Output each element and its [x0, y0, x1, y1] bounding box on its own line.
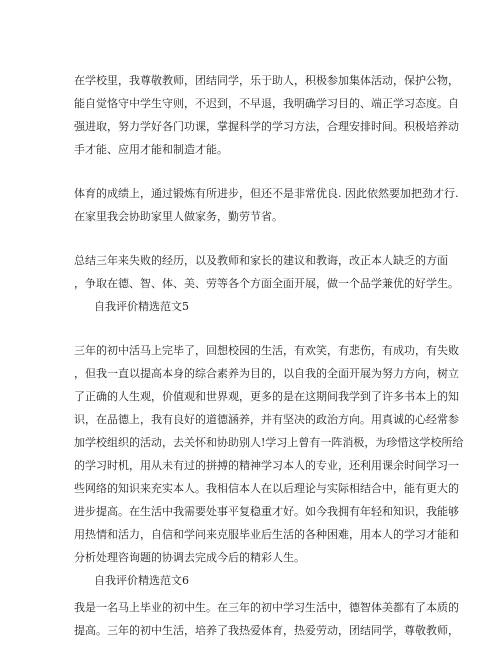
section-heading: 自我评价精选范文5	[94, 300, 189, 313]
body-text-line: 加学校组织的活动，去关怀和协助别人!学习上曾有一阵消极，为珍惜这学校所给	[74, 436, 464, 449]
body-text-line: ，但我一直以提高本身的综合素养为目的，以自我的全面开展为努力方向，树立	[74, 367, 459, 380]
body-text-line: 在家里我会协助家里人做家务，勤劳节省。	[74, 210, 283, 223]
body-text-line: 强进取，努力学好各门功课，掌握科学的学习方法，合理安排时间。积极培养动	[74, 120, 459, 133]
body-text-line: 提高。三年的初中生活，培养了我热爱体育，热爱劳动，团结同学，尊敬教师，	[74, 624, 459, 637]
body-text-line: 能自觉恪守中学生守则，不迟到，不早退，我明确学习目的、端正学习态度。自	[74, 97, 459, 110]
body-text-line: 分析处理咨询题的协调去完成今后的精彩人生。	[74, 551, 305, 564]
body-text-line: ，争取在德、智、体、美、劳等各个方面全面开展，做一个品学兼优的好学生。	[74, 277, 459, 290]
section-heading: 自我评价精选范文6	[94, 574, 189, 587]
body-text-line: 我是一名马上毕业的初中生。在三年的初中学习生活中，德智体美都有了本质的	[74, 601, 459, 614]
body-text-line: 识，在品德上，我有良好的道德涵养，并有坚决的政治方向。用真诚的心经常参	[74, 413, 459, 426]
body-text-line: 体育的成绩上，通过锻炼有所进步，但还不是非常优良. 因此依然要加把劲才行.	[74, 187, 459, 200]
body-text-line: 手才能、应用才能和制造才能。	[74, 143, 228, 156]
body-text-line: 总结三年来失败的经历，以及教师和家长的建议和教诲，改正本人缺乏的方面	[74, 254, 448, 267]
body-text-line: 进步提高。在生活中我需要处事平复稳重才好。如今我拥有年轻和知识，我能够	[74, 505, 459, 518]
body-text-line: 了正确的人生观，价值观和世界观，更多的是在这期间我学到了许多书本上的知	[74, 390, 459, 403]
body-text-line: 在学校里，我尊敬教师，团结同学，乐于助人，积极参加集体活动，保护公物，	[74, 74, 459, 87]
body-text-line: 的学习时机，用从未有过的拼搏的精神学习本人的专业，还利用课余时间学习一	[74, 459, 459, 472]
body-text-line: 用热情和活力，自信和学问来克服毕业后生活的各种困难，用本人的学习才能和	[74, 528, 459, 541]
body-text-line: 三年的初中活马上完毕了，回想校园的生活，有欢笑，有悲伤，有成功，有失败	[74, 344, 459, 357]
body-text-line: 些网络的知识来充实本人。我相信本人在以后理论与实际相结合中，能有更大的	[74, 482, 459, 495]
